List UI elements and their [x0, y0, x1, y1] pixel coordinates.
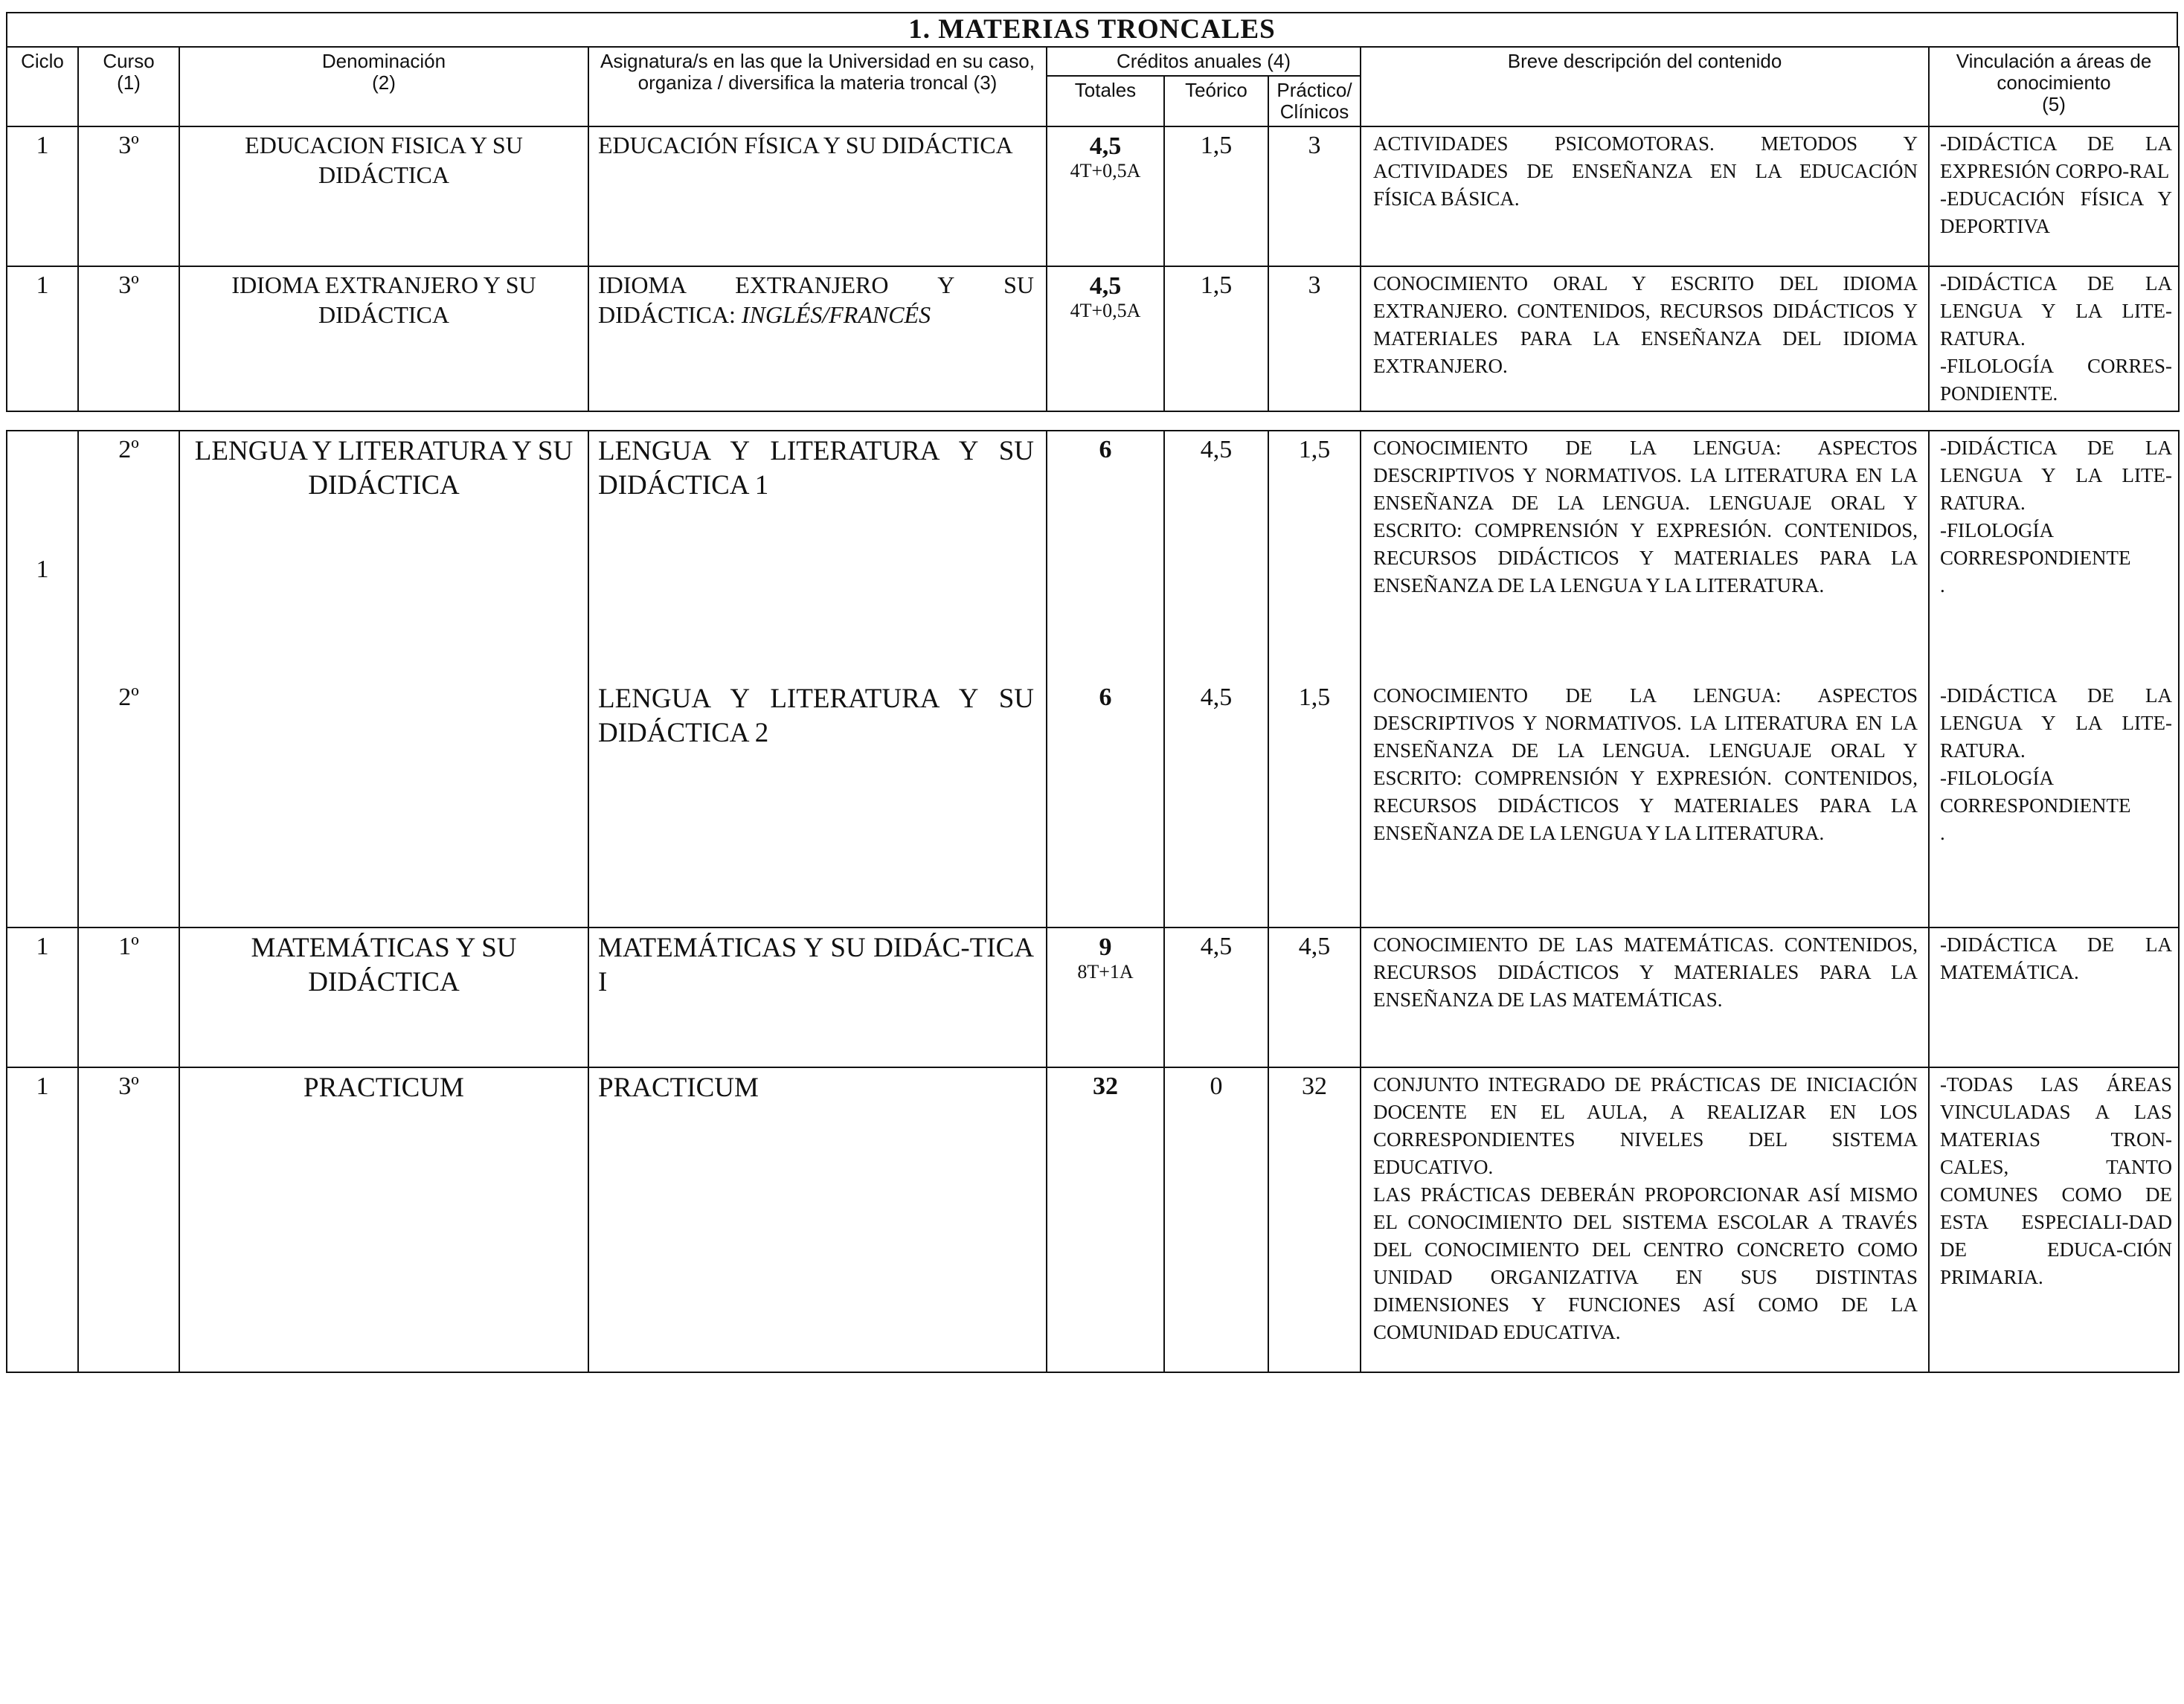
cell-asignatura: LENGUA Y LITERATURA Y SU DIDÁCTICA 2 — [588, 679, 1047, 927]
table-row — [7, 927, 2179, 1067]
cell-practico: 1,5 — [1268, 431, 1361, 679]
header-curso: Curso (1) — [78, 47, 179, 126]
cell-asignatura: EDUCACIÓN FÍSICA Y SU DIDÁCTICA — [588, 126, 1047, 266]
cell-denominacion: IDIOMA EXTRANJERO Y SU DIDÁCTICA — [179, 266, 588, 411]
table-row — [7, 1067, 2179, 1372]
cell-totales: 9 8T+1A — [1047, 927, 1164, 1067]
cell-vinculacion: -DIDÁCTICA DE LA LENGUA Y LA LITE-RATURA. -FILOLOGÍA CORRESPONDIENTE . — [1929, 431, 2179, 679]
cell-descripcion: CONOCIMIENTO DE LA LENGUA: ASPECTOS DESCRIPTIVOS Y NORMATIVOS. LA LITERATURA EN LA ENSEÑANZA DE LA LENGUA. LENGUAJE ORAL Y ESCRITO: COMPRENSIÓN Y EXPRESIÓN. CONTENIDOS, RECURSOS DIDÁCTICOS Y MATERIALES PARA LA ENSEÑANZA DE LA LENGUA Y LA LITERATURA. — [1361, 679, 1929, 927]
cell-ciclo: 1 — [7, 431, 78, 927]
cell-curso: 3º — [78, 1067, 179, 1372]
header-totales: Totales — [1047, 76, 1164, 126]
cell-descripcion: CONOCIMIENTO DE LAS MATEMÁTICAS. CONTENIDOS, RECURSOS DIDÁCTICOS Y MATERIALES PARA LA ENSEÑANZA DE LAS MATEMÁTICAS. — [1361, 927, 1929, 1067]
header-ciclo: Ciclo — [7, 47, 78, 126]
cell-vinculacion: -DIDÁCTICA DE LA LENGUA Y LA LITE-RATURA. -FILOLOGÍA CORRESPONDIENTE . — [1929, 679, 2179, 927]
cell-asignatura: IDIOMA EXTRANJERO Y SU DIDÁCTICA: INGLÉS/FRANCÉS — [588, 266, 1047, 411]
cell-descripcion: ACTIVIDADES PSICOMOTORAS. METODOS Y ACTIVIDADES DE ENSEÑANZA EN LA EDUCACIÓN FÍSICA BÁSICA. — [1361, 126, 1929, 266]
cell-curso: 3º — [78, 266, 179, 411]
cell-ciclo: 1 — [7, 927, 78, 1067]
cell-descripcion: CONOCIMIENTO DE LA LENGUA: ASPECTOS DESCRIPTIVOS Y NORMATIVOS. LA LITERATURA EN LA ENSEÑANZA DE LA LENGUA. LENGUAJE ORAL Y ESCRITO: COMPRENSIÓN Y EXPRESIÓN. CONTENIDOS, RECURSOS DIDÁCTICOS Y MATERIALES PARA LA ENSEÑANZA DE LA LENGUA Y LA LITERATURA. — [1361, 431, 1929, 679]
cell-teorico: 1,5 — [1164, 126, 1268, 266]
header-teorico: Teórico — [1164, 76, 1268, 126]
cell-practico: 3 — [1268, 266, 1361, 411]
cell-teorico: 4,5 — [1164, 927, 1268, 1067]
materias-table — [6, 46, 2180, 1373]
header-denominacion: Denominación (2) — [179, 47, 588, 126]
cell-vinculacion: -DIDÁCTICA DE LA LENGUA Y LA LITE-RATURA. -FILOLOGÍA CORRES-PONDIENTE. — [1929, 266, 2179, 411]
row-gap — [7, 411, 2179, 431]
cell-vinculacion: -TODAS LAS ÁREAS VINCULADAS A LAS MATERIAS TRON-CALES, TANTO COMUNES COMO DE ESTA ESPECIALI-DAD DE EDUCA-CIÓN PRIMARIA. — [1929, 1067, 2179, 1372]
cell-denominacion: PRACTICUM — [179, 1067, 588, 1372]
cell-totales: 6 — [1047, 431, 1164, 679]
cell-ciclo: 1 — [7, 1067, 78, 1372]
header-creditos: Créditos anuales (4) — [1047, 47, 1361, 76]
cell-teorico: 0 — [1164, 1067, 1268, 1372]
table-row — [7, 431, 2179, 679]
header-asignatura: Asignatura/s en las que la Universidad en su caso, organiza / diversifica la materia troncal (3) — [588, 47, 1047, 126]
cell-curso: 2º — [78, 431, 179, 679]
document-page — [6, 12, 2178, 1373]
cell-vinculacion: -DIDÁCTICA DE LA MATEMÁTICA. — [1929, 927, 2179, 1067]
cell-descripcion: CONOCIMIENTO ORAL Y ESCRITO DEL IDIOMA EXTRANJERO. CONTENIDOS, RECURSOS DIDÁCTICOS Y MATERIALES PARA LA ENSEÑANZA DEL IDIOMA EXTRANJERO. — [1361, 266, 1929, 411]
cell-practico: 1,5 — [1268, 679, 1361, 927]
cell-curso: 1º — [78, 927, 179, 1067]
cell-practico: 32 — [1268, 1067, 1361, 1372]
header-vinculacion: Vinculación a áreas de conocimiento (5) — [1929, 47, 2179, 126]
header-descripcion: Breve descripción del contenido — [1361, 47, 1929, 126]
cell-vinculacion: -DIDÁCTICA DE LA EXPRESIÓN CORPO-RAL -EDUCACIÓN FÍSICA Y DEPORTIVA — [1929, 126, 2179, 266]
cell-totales: 4,5 4T+0,5A — [1047, 126, 1164, 266]
cell-descripcion: CONJUNTO INTEGRADO DE PRÁCTICAS DE INICIACIÓN DOCENTE EN EL AULA, A REALIZAR EN LOS CORRESPONDIENTES NIVELES DEL SISTEMA EDUCATIVO. LAS PRÁCTICAS DEBERÁN PROPORCIONAR ASÍ MISMO EL CONOCIMIENTO DEL SISTEMA ESCOLAR A TRAVÉS DEL CONOCIMIENTO DEL CENTRO CONCRETO COMO UNIDAD ORGANIZATIVA EN SUS DISTINTAS DIMENSIONES Y FUNCIONES ASÍ COMO DE LA COMUNIDAD EDUCATIVA. — [1361, 1067, 1929, 1372]
cell-totales: 32 — [1047, 1067, 1164, 1372]
cell-totales: 6 — [1047, 679, 1164, 927]
cell-totales: 4,5 4T+0,5A — [1047, 266, 1164, 411]
table-title: 1. MATERIAS TRONCALES — [6, 12, 2178, 46]
cell-ciclo: 1 — [7, 126, 78, 266]
cell-asignatura: PRACTICUM — [588, 1067, 1047, 1372]
header-row — [7, 47, 2179, 76]
cell-ciclo: 1 — [7, 266, 78, 411]
cell-teorico: 1,5 — [1164, 266, 1268, 411]
table-row — [7, 266, 2179, 411]
cell-denominacion: LENGUA Y LITERATURA Y SU DIDÁCTICA — [179, 431, 588, 927]
cell-curso: 2º — [78, 679, 179, 927]
table-row — [7, 126, 2179, 266]
cell-practico: 4,5 — [1268, 927, 1361, 1067]
cell-asignatura: LENGUA Y LITERATURA Y SU DIDÁCTICA 1 — [588, 431, 1047, 679]
cell-curso: 3º — [78, 126, 179, 266]
cell-practico: 3 — [1268, 126, 1361, 266]
header-practico: Práctico/ Clínicos — [1268, 76, 1361, 126]
cell-denominacion: MATEMÁTICAS Y SU DIDÁCTICA — [179, 927, 588, 1067]
cell-teorico: 4,5 — [1164, 679, 1268, 927]
cell-asignatura: MATEMÁTICAS Y SU DIDÁC-TICA I — [588, 927, 1047, 1067]
cell-denominacion: EDUCACION FISICA Y SU DIDÁCTICA — [179, 126, 588, 266]
cell-teorico: 4,5 — [1164, 431, 1268, 679]
